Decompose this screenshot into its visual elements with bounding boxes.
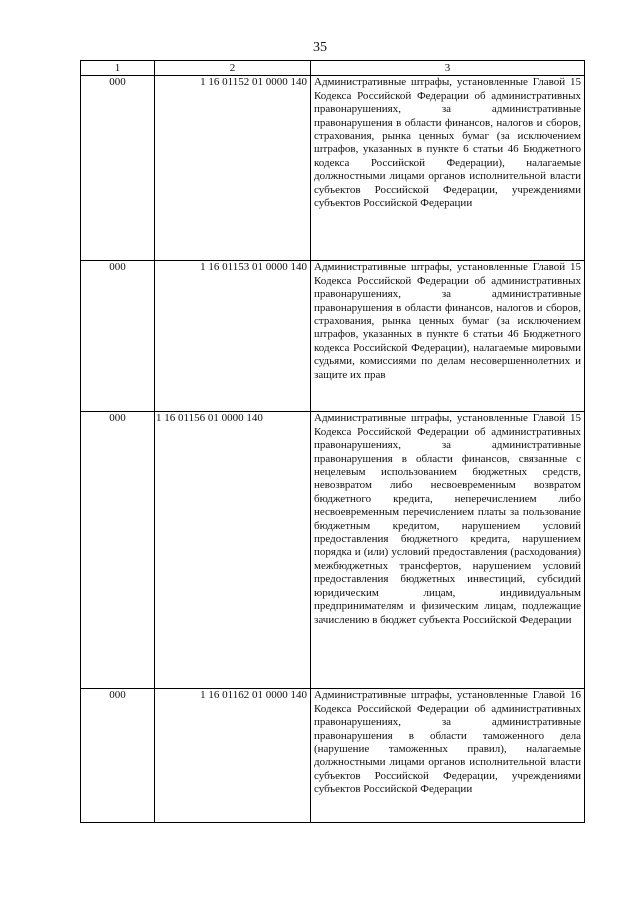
admin-code-cell: 000 [81, 76, 155, 261]
table-row [81, 412, 585, 689]
table-header-row [81, 61, 585, 76]
description-cell: Административные штрафы, установленные Главой 16 Кодекса Российской Федерации об административных правонарушениях, за административные правонарушения в области таможенного дела (нарушение таможенных правил), налагаемые должностными лицами органов исполнительной власти субъектов Российской Федерации, учреждениями субъектов Российской Федерации [311, 689, 585, 823]
kbk-code-cell: 1 16 01153 01 0000 140 [155, 261, 311, 412]
column-header-2: 2 [155, 61, 311, 76]
column-header-3: 3 [311, 61, 585, 76]
admin-code-cell: 000 [81, 261, 155, 412]
description-cell: Административные штрафы, установленные Главой 15 Кодекса Российской Федерации об административных правонарушениях, за административные правонарушения в области финансов, налогов и сборов, страхования, рынка ценных бумаг (за исключением штрафов, указанных в пункте 6 статьи 46 Бюджетного кодекса Российской Федерации), налагаемые мировыми судьями, комиссиями по делам несовершеннолетних и защите их прав [311, 261, 585, 412]
column-header-1: 1 [81, 61, 155, 76]
kbk-table [80, 60, 585, 823]
kbk-code-cell: 1 16 01162 01 0000 140 [155, 689, 311, 823]
description-cell: Административные штрафы, установленные Главой 15 Кодекса Российской Федерации об административных правонарушениях, за административные правонарушения в области финансов, налогов и сборов, страхования, рынка ценных бумаг (за исключением штрафов, указанных в пункте 6 статьи 46 Бюджетного кодекса Российской Федерации), налагаемые должностными лицами органов исполнительной власти субъектов Российской Федерации, учреждениями субъектов Российской Федерации [311, 76, 585, 261]
admin-code-cell: 000 [81, 412, 155, 689]
kbk-code-cell: 1 16 01152 01 0000 140 [155, 76, 311, 261]
admin-code-cell: 000 [81, 689, 155, 823]
table-row [81, 689, 585, 823]
page-number: 35 [313, 40, 327, 55]
kbk-code-cell: 1 16 01156 01 0000 140 [155, 412, 311, 689]
table-row [81, 261, 585, 412]
table-row [81, 76, 585, 261]
description-cell: Административные штрафы, установленные Главой 15 Кодекса Российской Федерации об административных правонарушениях, за административные правонарушения в области финансов, связанные с нецелевым использованием бюджетных средств, невозвратом либо несвоевременным возвратом бюджетного кредита, неперечислением либо несвоевременным перечислением платы за пользование бюджетным кредитом, нарушением условий предоставления бюджетного кредита, нарушением порядка и (или) условий предоставления (расходования) межбюджетных трансфертов, нарушением условий предоставления бюджетных инвестиций, субсидий юридическим лицам, индивидуальным предпринимателям и физическим лицам, подлежащие зачислению в бюджет субъекта Российской Федерации [311, 412, 585, 689]
